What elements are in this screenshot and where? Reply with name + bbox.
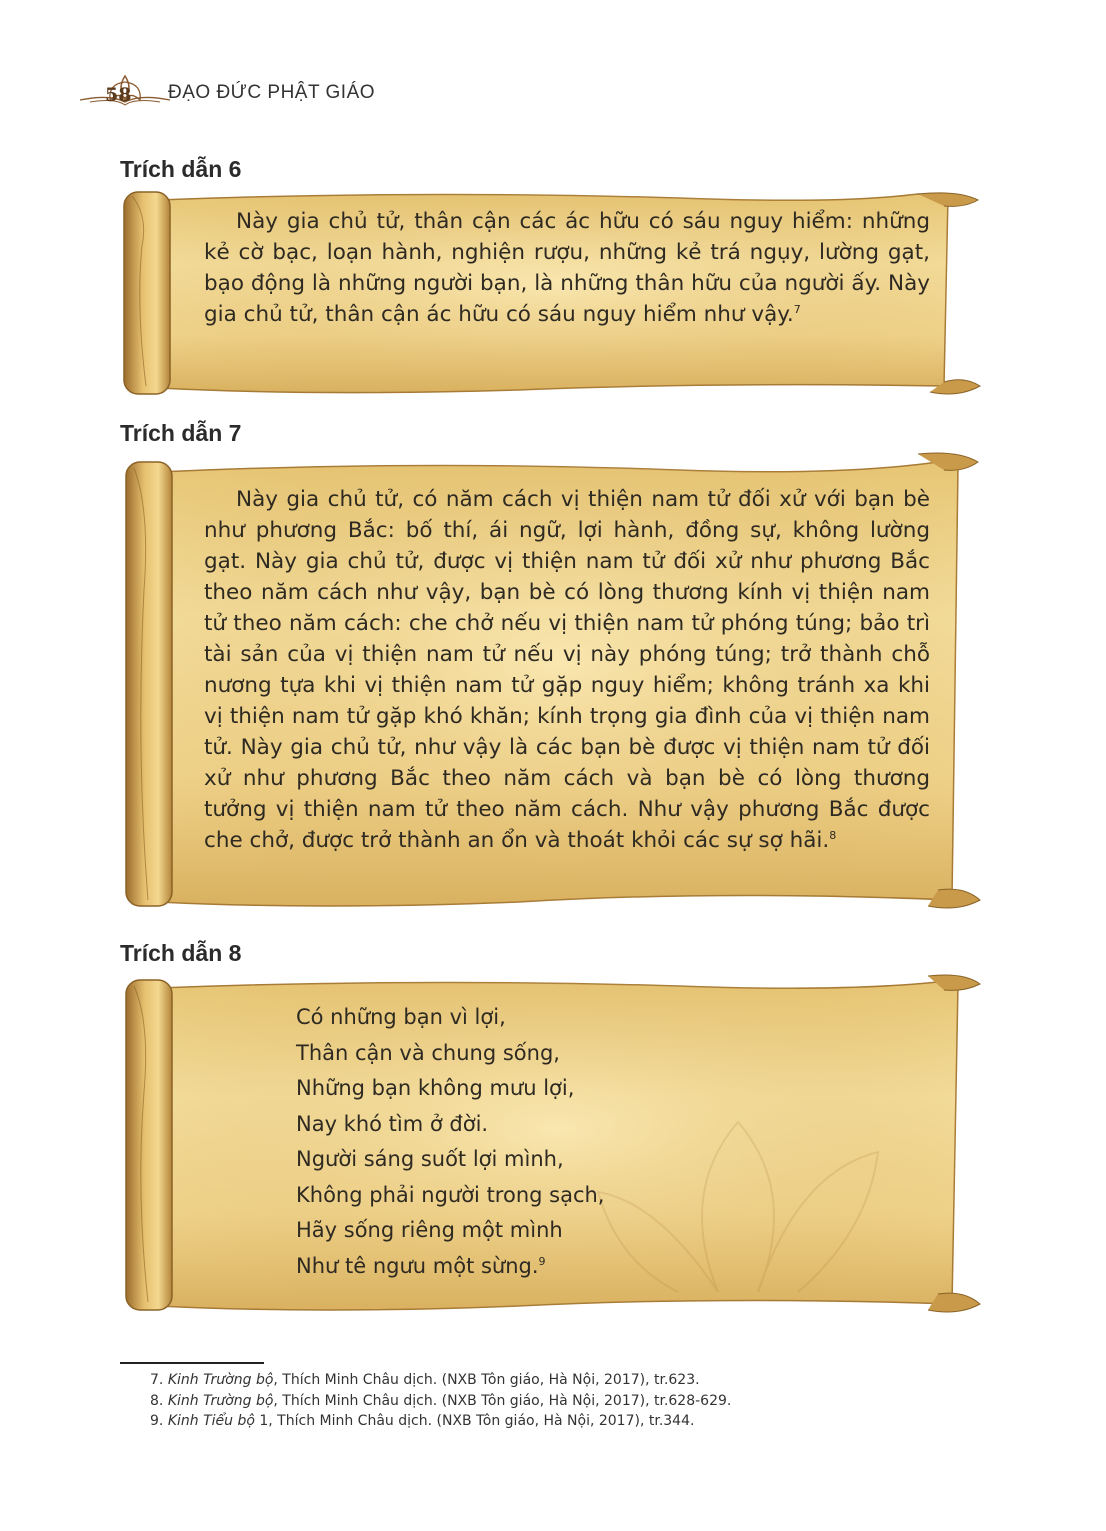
quote-heading-8: Trích dẫn 8 — [120, 940, 242, 966]
page-number: 58 — [105, 84, 132, 106]
footnote-8: 8. Kinh Trường bộ, Thích Minh Châu dịch. (NXB Tôn giáo, Hà Nội, 2017), tr.628-629. — [150, 1392, 732, 1409]
footnote-ref-9[interactable]: 9 — [538, 1254, 546, 1268]
footnote-ref-7[interactable]: 7 — [793, 302, 801, 316]
poem-line: Không phải người trong sạch, — [296, 1182, 605, 1207]
poem-8 — [296, 1000, 604, 1284]
poem-line-last — [296, 1249, 604, 1285]
poem-line: Nay khó tìm ở đời. — [296, 1111, 489, 1136]
quote-text-6 — [204, 206, 930, 330]
poem-line: Như tê ngưu một sừng. — [296, 1253, 539, 1278]
footnote-7: 7. Kinh Trường bộ, Thích Minh Châu dịch. (NXB Tôn giáo, Hà Nội, 2017), tr.623. — [150, 1372, 700, 1388]
quote-body-7: Này gia chủ tử, có năm cách vị thiện nam tử đối xử với bạn bè như phương Bắc: bố thí, ái ngữ, lợi hành, đồng sự, không lường gạt. Này gia chủ tử, được vị thiện nam tử đối xử như phương Bắc theo năm cách như vậy, bạn bè có lòng thương kính vị thiện nam tử theo năm cách: che chở nếu vị thiện nam tử phóng túng; bảo trì tài sản của vị thiện nam tử nếu vị này phóng túng; trở thành chỗ nương tựa khi vị thiện nam tử gặp nguy hiểm; không tránh xa khi vị thiện nam tử gặp khó khăn; kính trọng gia đình của vị thiện nam tử. Này gia chủ tử, như vậy là các bạn bè được vị thiện nam tử đối xử như phương Bắc theo năm cách và bạn bè có lòng thương tưởng vị thiện nam tử theo năm cách. Như vậy phương Bắc được che chở, được trở thành an ổn và thoát khỏi các sự sợ hãi. — [204, 487, 930, 853]
quote-text-7 — [204, 484, 930, 856]
footnote-9: 9. Kinh Tiểu bộ 1, Thích Minh Châu dịch. (NXB Tôn giáo, Hà Nội, 2017), tr.344. — [150, 1413, 695, 1429]
poem-line: Thân cận và chung sống, — [296, 1040, 560, 1065]
footnote-ref-8[interactable]: 8 — [829, 828, 837, 842]
poem-line: Những bạn không mưu lợi, — [296, 1076, 575, 1100]
footnotes — [150, 1370, 731, 1432]
running-title: ĐẠO ĐỨC PHẬT GIÁO — [168, 82, 376, 103]
quote-heading-6: Trích dẫn 6 — [120, 156, 242, 182]
poem-line: Có những bạn vì lợi, — [296, 1005, 506, 1029]
footnote-rule — [120, 1362, 264, 1364]
quote-heading-7: Trích dẫn 7 — [120, 420, 242, 446]
quote-body-6: Này gia chủ tử, thân cận các ác hữu có sáu nguy hiểm: những kẻ cờ bạc, loạn hành, nghiện rượu, những kẻ trá ngụy, lường gạt, bạo động là những người bạn, là những thân hữu của người ấy. Này gia chủ tử, thân cận ác hữu có sáu nguy hiểm như vậy. — [204, 209, 930, 327]
poem-line: Hãy sống riêng một mình — [296, 1218, 563, 1242]
poem-line: Người sáng suốt lợi mình, — [296, 1147, 564, 1171]
